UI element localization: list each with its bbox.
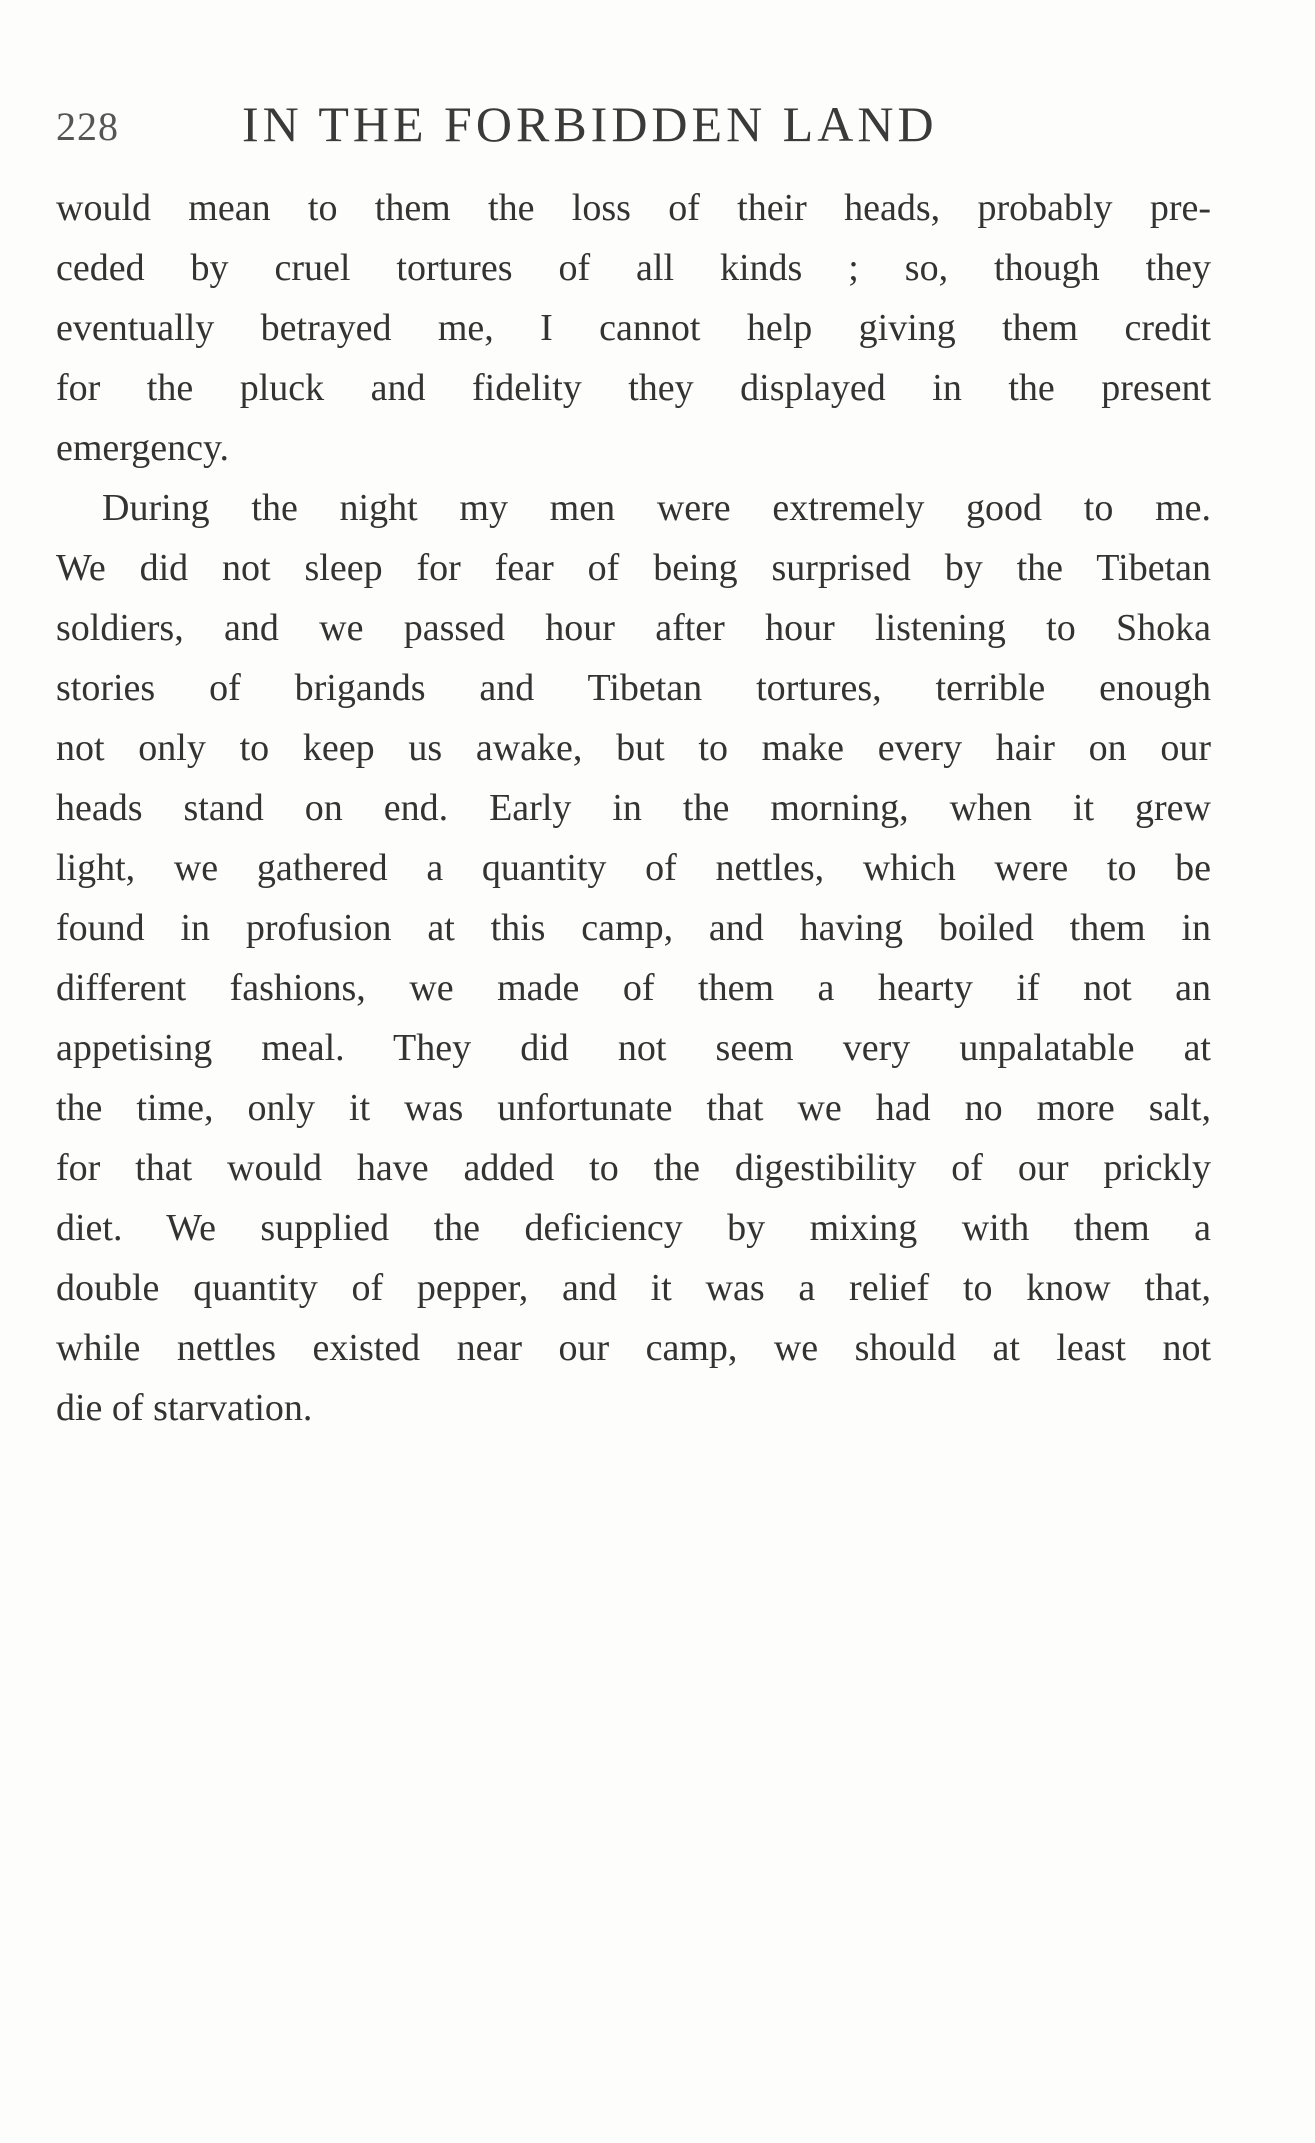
text-line: We did not sleep for fear of being surprised by the Tibetan — [56, 547, 1211, 589]
text-line: diet. We supplied the deficiency by mixing with them a — [56, 1207, 1211, 1249]
text-line: emergency. — [56, 427, 230, 469]
text-line: for the pluck and fidelity they displayed in the present — [56, 367, 1211, 409]
text-line: stories of brigands and Tibetan tortures, terrible enough — [56, 667, 1211, 709]
text-line: found in profusion at this camp, and having boiled them in — [56, 907, 1211, 949]
text-line: while nettles existed near our camp, we should at least not — [56, 1327, 1211, 1369]
running-title: IN THE FORBIDDEN LAND — [242, 96, 938, 152]
body-text — [56, 178, 1211, 1438]
text-line: die of starvation. — [56, 1387, 313, 1429]
text-line: not only to keep us awake, but to make every hair on our — [56, 727, 1211, 769]
page-number: 228 — [56, 104, 119, 149]
text-line: soldiers, and we passed hour after hour listening to Shoka — [56, 607, 1211, 649]
paragraph-2 — [56, 478, 1211, 1438]
text-line: heads stand on end. Early in the morning, when it grew — [56, 787, 1211, 829]
text-line: light, we gathered a quantity of nettles, which were to be — [56, 847, 1211, 889]
text-line: would mean to them the loss of their heads, probably pre- — [56, 187, 1211, 229]
paragraph-1 — [56, 178, 1211, 478]
running-head — [56, 95, 1056, 155]
text-line: ceded by cruel tortures of all kinds ; so, though they — [56, 247, 1211, 289]
text-line: During the night my men were extremely good to me. — [102, 487, 1211, 529]
text-line: for that would have added to the digestibility of our prickly — [56, 1147, 1211, 1189]
text-line: double quantity of pepper, and it was a relief to know that, — [56, 1267, 1211, 1309]
text-line: eventually betrayed me, I cannot help giving them credit — [56, 307, 1211, 349]
text-line: appetising meal. They did not seem very unpalatable at — [56, 1027, 1211, 1069]
text-line: different fashions, we made of them a hearty if not an — [56, 967, 1211, 1009]
text-line: the time, only it was unfortunate that we had no more salt, — [56, 1087, 1211, 1129]
